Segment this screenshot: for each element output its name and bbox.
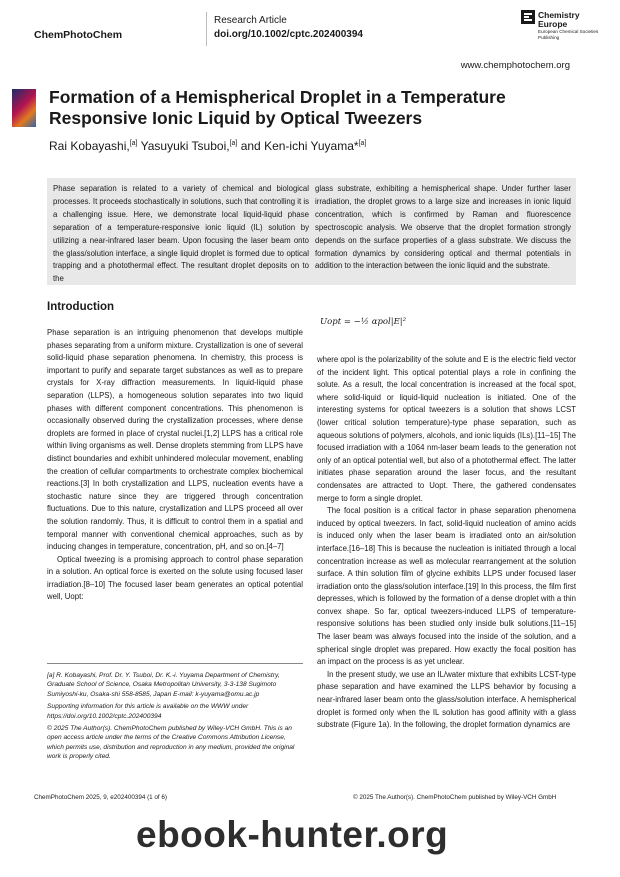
journal-name: ChemPhotoChem <box>34 29 123 41</box>
journal-website[interactable]: www.chemphotochem.org <box>460 60 570 71</box>
article-title: Formation of a Hemispherical Droplet in a Temperature Responsive Ionic Liquid by Optical Tweezers <box>49 87 506 128</box>
author-list <box>49 139 366 153</box>
equation-optical-potential: Uopt = −½ αpol|E|² <box>320 317 407 327</box>
author-name[interactable]: Rai Kobayashi, <box>49 139 130 153</box>
body-paragraph: In the present study, we use an IL/water mixture that exhibits LCST-type phase separation and have examined the LLPS behavior by focusing a near-infrared laser beam onto the glass/solution interface. A hemispherical droplet is formed only when the IL solution has good affinity with a glass substrate (Figure 1a). In the following, the droplet formation dynamics are <box>317 669 576 730</box>
doi-link[interactable]: doi.org/10.1002/cptc.202400394 <box>214 29 363 40</box>
body-right-column <box>317 354 576 732</box>
publisher-logo[interactable] <box>521 10 601 44</box>
author-affiliation-mark: [a] <box>129 140 138 147</box>
footnote-divider <box>47 663 303 664</box>
abstract-right-column: glass substrate, exhibiting a hemispherical shape. Under further laser irradiation, the droplet grows to a large size and increases in ionic liquid concentration, which is confirmed by Raman and fluorescence spectroscopic analysis. We observe that the droplet formation strongly depends on the surface properties of a glass substrate. We discuss the formation dynamics by considering optical and thermal potentials in addition to the interaction between the ionic liquid and the substrate. <box>315 184 571 271</box>
chemistry-europe-logo-icon <box>521 10 535 24</box>
abstract-left-column: Phase separation is related to a variety of chemical and biological processes. It proceeds stochastically in solutions, such that controlling it is a challenging issue. Here, we demonstrate local liquid-liquid phase separation of a temperature-responsive ionic liquid (IL) solution by utilizing a near-infrared laser beam. Upon focusing the laser beam onto the glass/solution interface, a single liquid droplet is formed due to optical trapping and a photothermal effect. The resultant droplet deposits on to the <box>53 184 309 284</box>
license-note: © 2025 The Author(s). ChemPhotoChem published by Wiley-VCH GmbH. This is an open access article under the terms of the Creative Commons Attribution License, which permits use, distribution and reproduction in any medium, provided the original work is properly cited. <box>47 725 295 761</box>
abstract-box <box>47 178 576 285</box>
footnotes <box>47 671 303 762</box>
publisher-subtitle: European Chemical Societies Publishing <box>538 29 599 40</box>
header-divider <box>206 12 207 46</box>
page-footer-citation: ChemPhotoChem 2025, 9, e202400394 (1 of 6) <box>34 794 168 801</box>
publisher-name: Chemistry Europe <box>538 10 580 29</box>
section-heading: Introduction <box>47 301 115 313</box>
body-paragraph: Optical tweezing is a promising approach to control phase separation in a solution. An optical force is exerted on the solute using focused laser irradiation.[8–10] The focused laser beam generates an optical potential well, Uopt: <box>47 554 303 602</box>
author-name[interactable]: and Ken-ichi Yuyama* <box>237 139 359 153</box>
author-affiliation-mark: [a] <box>229 140 238 147</box>
author-affiliation-mark: [a] <box>358 140 367 147</box>
body-paragraph: Phase separation is an intriguing phenomenon that develops multiple phases separating from a uniform mixture. Crystallization is one of several solid-liquid phase separation phenomena. In chemistry, this process is important to purify and separate target substances as well as to prepare crystals for X-ray diffraction measurements. In liquid-liquid phase separation (LLPS), a homogeneous solution separates into two liquid phases with different component concentrations. This phenomenon is occasionally observed during the crystallization processes, where dense droplets are formed in place of crystal nuclei.[1,2] LLPS has a critical role within living organisms as well. Dense droplets stemming from LLPS have distinct boundaries and exhibit unhindered molecular movement, enabling the creation of cellular compartments to orchestrate complex biochemical reactions.[3] In both crystallization and LLPS, nucleation events have a stochastic nature since they are triggered through concentration fluctuations. Due to this nature, crystallization and LLPS proceed all over the solution randomly. Thus, it is difficult to control them in a spatial and temporal manner with conventional chemical approaches, such as by inducing changes in temperature, concentration, pH, and so on.[4–7] <box>47 328 303 552</box>
author-name[interactable]: Yasuyuki Tsuboi, <box>137 139 230 153</box>
supporting-info-note[interactable]: Supporting information for this article is available on the WWW under https://doi.org/10.1002/cptc.202400394 <box>47 703 249 720</box>
body-left-column <box>47 327 303 604</box>
page-footer-copyright: © 2025 The Author(s). ChemPhotoChem published by Wiley-VCH GmbH <box>353 794 557 801</box>
journal-cover-thumbnail <box>12 89 36 127</box>
body-paragraph: where αpol is the polarizability of the solute and E is the electric field vector of the incident light. This optical potential plays a role in confining the solute. As a result, the local concentration is increased at the focal spot, where solid-liquid or liquid-liquid nucleation is initiated. One of the interesting systems for optical tweezers is a solution that shows LCST (lower critical solution temperature)-type phase separation, such as aqueous solutions of polymers, alcohols, and ionic liquids (ILs).[11–15] The focused irradiation with a 1064 nm-laser beam leads to the generation not only of an optical potential well, but also of a photothermal effect. The latter initiates phase separation around the laser focus, and the resultant condensates are attracted to Uopt. There, the gathered condensates merge to form a single droplet. <box>317 355 576 503</box>
watermark: ebook-hunter.org <box>136 814 449 855</box>
article-type: Research Article <box>214 15 287 26</box>
affiliation-note: [a] R. Kobayashi, Prof. Dr. Y. Tsuboi, Dr. K.-i. Yuyama Department of Chemistry, Graduate School of Science, Osaka Metropolitan University, 3-3-138 Sugimoto Sumiyoshi-ku, Osaka-shi 558-8585, Japan E-mail: k-yuyama@omu.ac.jp <box>47 672 280 698</box>
body-paragraph: The focal position is a critical factor in phase separation phenomena induced by optical tweezers. In fact, solid-liquid nucleation of amino acids is induced only when the laser beam is irradiated onto an air/solution interface.[16–18] This is because the nucleation is initiated through a local concentration increase as well as molecular rearrangement at the solution surface. A thin solution film of glycine exhibits LLPS under focused laser irradiation onto the glass/solution interface.[19] In this process, the film first depresses, which is followed by the formation of a dense droplet with a thin convex shape. So far, optical tweezers-induced LLPS of temperature-responsive solutions has been studied only inside bulk solutions.[11–15] The laser beam was always focused into the inside of the solution, and a spherical single droplet was prepared. How exactly the focal position has an impact on the process is as yet unclear. <box>317 506 576 667</box>
